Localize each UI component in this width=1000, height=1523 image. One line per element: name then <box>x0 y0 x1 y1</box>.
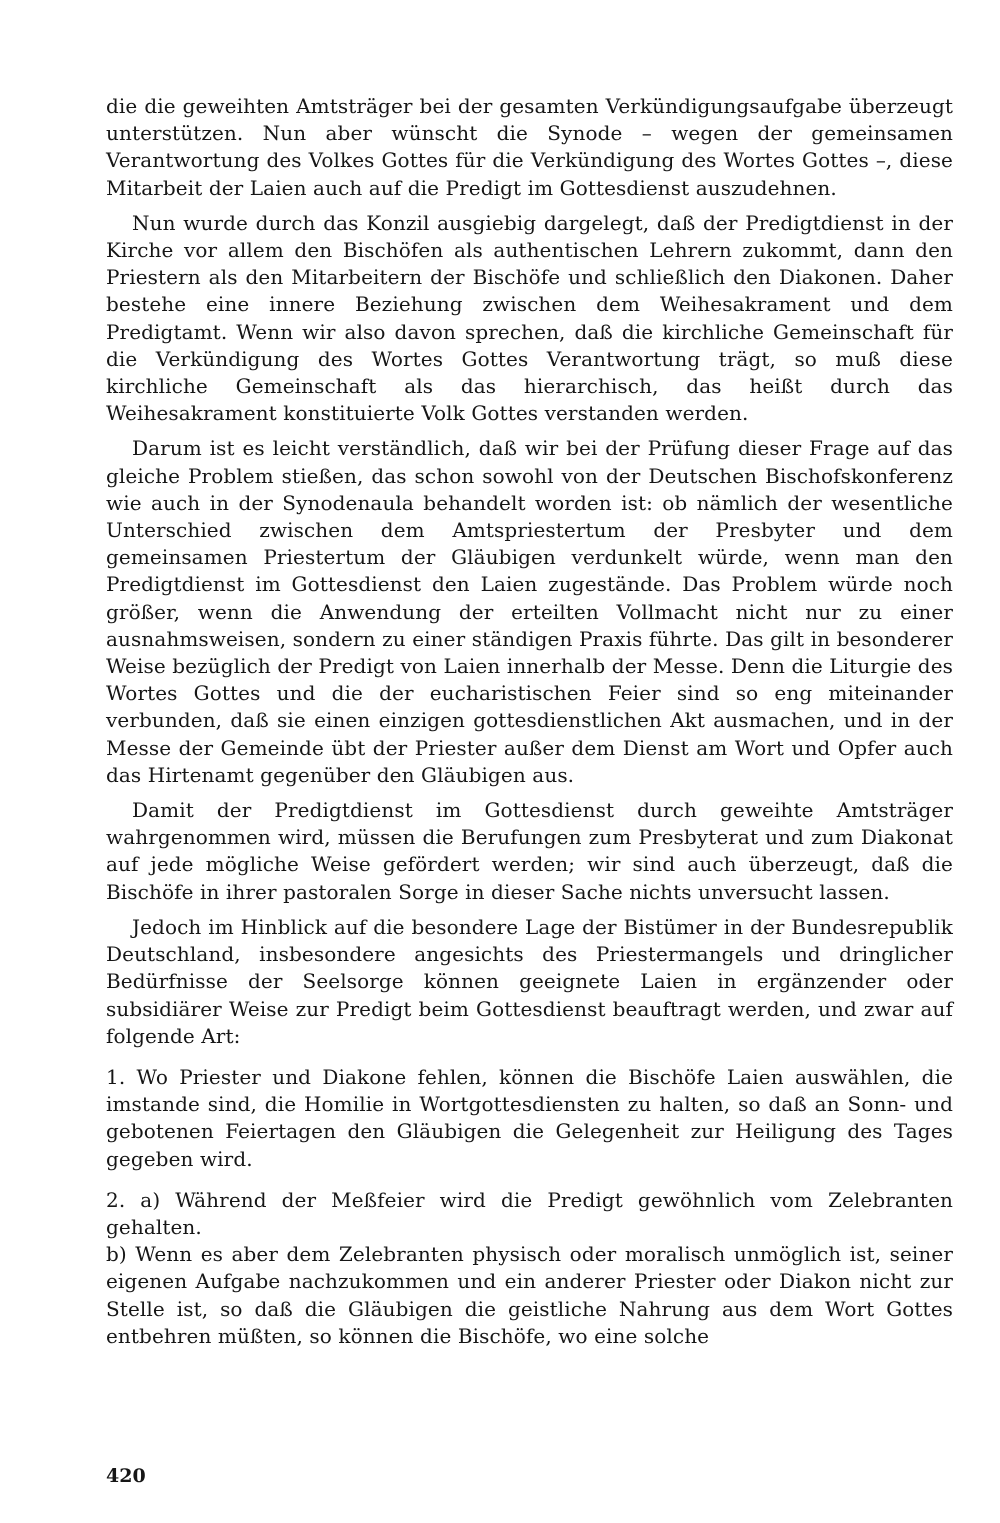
paragraph-1: die die geweihten Amtsträger bei der gesamten Verkündigungsaufgabe überzeugt unterstützen. Nun aber wünscht die Synode – wegen der gemeinsamen Verantwortung des Volkes Gottes für die Verkündigung des Wortes Gottes –, diese Mitarbeit der Laien auch auf die Predigt im Gottesdienst auszudehnen. <box>106 94 953 200</box>
list-item-1: 1. Wo Priester und Diakone fehlen, können die Bischöfe Laien auswählen, die imstande sind, die Homilie in Wortgottesdiensten zu halten, so daß an Sonn- und gebotenen Feiertagen den Gläubigen die Gelegenheit zur Heiligung des Tages gegeben wird. <box>106 1064 953 1171</box>
list-item-2a: 2. a) Während der Meßfeier wird die Predigt gewöhnlich vom Zelebranten gehalten. <box>106 1187 953 1239</box>
paragraph-3: Darum ist es leicht verständlich, daß wir bei der Prüfung dieser Frage auf das gleiche Problem stießen, das schon sowohl von der Deutschen Bischofskonferenz wie auch in der Synodenaula behandelt worden ist: ob nämlich der wesentliche Unterschied zwischen dem Amtspriestertum der Presbyter und dem gemeinsamen Priestertum der Gläubigen verdunkelt würde, wenn man den Predigtdienst im Gottesdienst den Laien zugestände. Das Problem würde noch größer, wenn die Anwendung der erteilten Vollmacht nicht nur zu einer ausnahmsweisen, sondern zu einer ständigen Praxis führte. Das gilt in besonderer Weise bezüglich der Predigt von Laien innerhalb der Messe. Denn die Liturgie des Wortes Gottes und die der eucharistischen Feier sind so eng miteinander verbunden, daß sie einen einzigen gottesdienstlichen Akt ausmachen, und in der Messe der Gemeinde übt der Priester außer dem Dienst am Wort und Opfer auch das Hirtenamt gegenüber den Gläubigen aus. <box>106 436 953 787</box>
paragraph-2: Nun wurde durch das Konzil ausgiebig dargelegt, daß der Predigtdienst in der Kirche vor allem den Bischöfen als authentischen Lehrern zukommt, dann den Priestern als den Mitarbeitern der Bischöfe und schließlich den Diakonen. Daher bestehe eine innere Beziehung zwischen dem Weihesakrament und dem Predigtamt. Wenn wir also davon sprechen, daß die kirchliche Gemeinschaft für die Verkündigung des Wortes Gottes Verantwortung trägt, so muß diese kirchliche Gemeinschaft als das hierarchisch, das heißt durch das Weihesakrament konstituierte Volk Gottes verstanden werden. <box>106 210 953 426</box>
paragraph-4: Damit der Predigtdienst im Gottesdienst durch geweihte Amtsträger wahrgenommen wird, müssen die Berufungen zum Presbyterat und zum Diakonat auf jede mögliche Weise gefördert werden; wir sind auch überzeugt, daß die Bischöfe in ihrer pastoralen Sorge in dieser Sache nichts unversucht lassen. <box>106 798 953 904</box>
document-page <box>106 93 953 1350</box>
list-item-2b: b) Wenn es aber dem Zelebranten physisch oder moralisch unmöglich ist, seiner eigenen Aufgabe nachzukommen und ein anderer Priester oder Diakon nicht zur Stelle ist, so daß die Gläubigen die geistliche Nahrung aus dem Wort Gottes entbehren müßten, so können die Bischöfe, wo eine solche <box>106 1242 953 1348</box>
paragraph-5: Jedoch im Hinblick auf die besondere Lage der Bistümer in der Bundesrepublik Deutschland, insbesondere angesichts des Priestermangels und dringlicher Bedürfnisse der Seelsorge können geeignete Laien in ergänzender oder subsidiärer Weise zur Predigt beim Gottesdienst beauftragt werden, und zwar auf folgende Art: <box>106 914 953 1048</box>
page-number: 420 <box>106 1465 146 1487</box>
